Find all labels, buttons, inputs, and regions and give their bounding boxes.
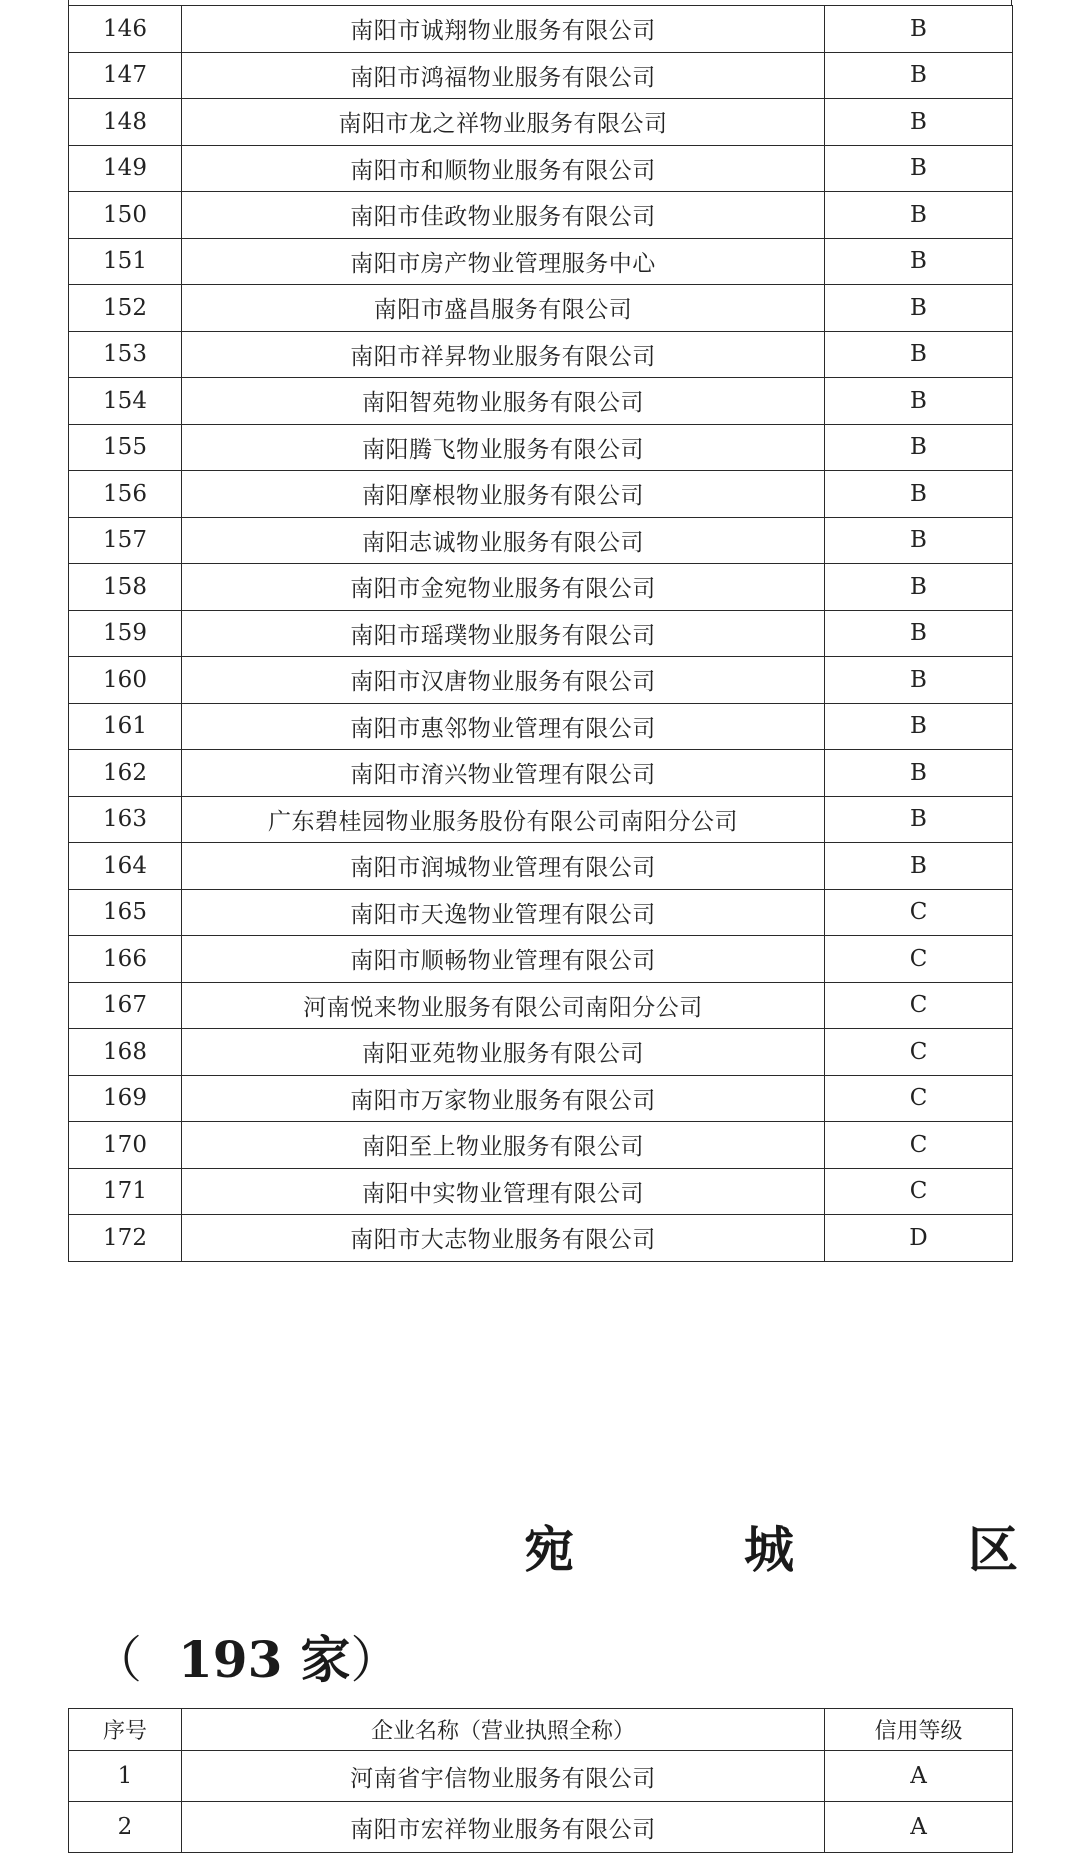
district-title xyxy=(518,1510,1018,1579)
row-number: 152 xyxy=(69,285,182,332)
table-row xyxy=(69,331,1013,378)
table-row xyxy=(69,517,1013,564)
row-number: 148 xyxy=(69,99,182,146)
table-row xyxy=(69,52,1013,99)
table-row xyxy=(69,564,1013,611)
company-name: 南阳市瑶璞物业服务有限公司 xyxy=(182,610,825,657)
company-name: 南阳市金宛物业服务有限公司 xyxy=(182,564,825,611)
table-row xyxy=(69,471,1013,518)
company-count xyxy=(92,1620,400,1692)
company-name: 南阳市鸿福物业服务有限公司 xyxy=(182,52,825,99)
company-name: 河南悦来物业服务有限公司南阳分公司 xyxy=(182,982,825,1029)
row-number: 156 xyxy=(69,471,182,518)
count-unit: 家 xyxy=(300,1631,351,1689)
credit-grade: B xyxy=(825,424,1013,471)
credit-grade: B xyxy=(825,192,1013,239)
credit-grade: B xyxy=(825,145,1013,192)
credit-grade: B xyxy=(825,378,1013,425)
table-row xyxy=(69,703,1013,750)
table-row xyxy=(69,843,1013,890)
row-number: 163 xyxy=(69,796,182,843)
credit-grade: B xyxy=(825,99,1013,146)
row-number: 168 xyxy=(69,1029,182,1076)
credit-grade: B xyxy=(825,610,1013,657)
row-number: 159 xyxy=(69,610,182,657)
credit-grade: B xyxy=(825,750,1013,797)
company-name: 南阳市诚翔物业服务有限公司 xyxy=(182,6,825,53)
credit-table-continued xyxy=(68,5,1013,1262)
credit-grade: C xyxy=(825,936,1013,983)
table-row xyxy=(69,982,1013,1029)
table-header-row xyxy=(69,1709,1013,1751)
table-row xyxy=(69,936,1013,983)
row-number: 170 xyxy=(69,1122,182,1169)
row-number: 161 xyxy=(69,703,182,750)
credit-grade: B xyxy=(825,564,1013,611)
company-name: 南阳摩根物业服务有限公司 xyxy=(182,471,825,518)
row-number: 167 xyxy=(69,982,182,1029)
company-name: 南阳市和顺物业服务有限公司 xyxy=(182,145,825,192)
credit-grade: B xyxy=(825,471,1013,518)
district-title-char: 城 xyxy=(744,1521,794,1579)
header-credit-grade: 信用等级 xyxy=(825,1709,1013,1751)
row-number: 171 xyxy=(69,1168,182,1215)
credit-grade: B xyxy=(825,331,1013,378)
row-number: 146 xyxy=(69,6,182,53)
company-name: 河南省宇信物业服务有限公司 xyxy=(182,1751,825,1802)
table-row xyxy=(69,1029,1013,1076)
count-number: 193 xyxy=(178,1630,283,1689)
company-name: 南阳市汉唐物业服务有限公司 xyxy=(182,657,825,704)
credit-grade: C xyxy=(825,982,1013,1029)
company-name: 南阳市惠邻物业管理有限公司 xyxy=(182,703,825,750)
company-name: 南阳市万家物业服务有限公司 xyxy=(182,1075,825,1122)
district-title-char: 宛 xyxy=(524,1521,574,1579)
credit-grade: B xyxy=(825,238,1013,285)
company-name: 南阳市佳政物业服务有限公司 xyxy=(182,192,825,239)
credit-grade: B xyxy=(825,703,1013,750)
row-number: 158 xyxy=(69,564,182,611)
company-name: 广东碧桂园物业服务股份有限公司南阳分公司 xyxy=(182,796,825,843)
credit-grade: B xyxy=(825,657,1013,704)
company-name: 南阳市淯兴物业管理有限公司 xyxy=(182,750,825,797)
row-number: 2 xyxy=(69,1802,182,1853)
company-name: 南阳志诚物业服务有限公司 xyxy=(182,517,825,564)
count-paren-close: ） xyxy=(350,1631,401,1689)
table-row xyxy=(69,1751,1013,1802)
row-number: 160 xyxy=(69,657,182,704)
credit-grade: B xyxy=(825,517,1013,564)
row-number: 155 xyxy=(69,424,182,471)
row-number: 151 xyxy=(69,238,182,285)
table-row xyxy=(69,796,1013,843)
credit-grade: D xyxy=(825,1215,1013,1262)
company-name: 南阳市宏祥物业服务有限公司 xyxy=(182,1802,825,1853)
wancheng-credit-table xyxy=(68,1708,1013,1853)
credit-grade: B xyxy=(825,843,1013,890)
row-number: 1 xyxy=(69,1751,182,1802)
credit-grade: C xyxy=(825,1168,1013,1215)
table-row xyxy=(69,285,1013,332)
table-row xyxy=(69,99,1013,146)
row-number: 165 xyxy=(69,889,182,936)
row-number: 150 xyxy=(69,192,182,239)
credit-table-body xyxy=(69,6,1013,1262)
row-number: 164 xyxy=(69,843,182,890)
table-row xyxy=(69,6,1013,53)
credit-grade: A xyxy=(825,1802,1013,1853)
row-number: 172 xyxy=(69,1215,182,1262)
table-row xyxy=(69,424,1013,471)
row-number: 166 xyxy=(69,936,182,983)
credit-grade: C xyxy=(825,889,1013,936)
credit-grade: B xyxy=(825,796,1013,843)
credit-grade: B xyxy=(825,52,1013,99)
company-name: 南阳中实物业管理有限公司 xyxy=(182,1168,825,1215)
credit-grade: C xyxy=(825,1075,1013,1122)
table-row xyxy=(69,1168,1013,1215)
row-number: 147 xyxy=(69,52,182,99)
company-name: 南阳市龙之祥物业服务有限公司 xyxy=(182,99,825,146)
company-name: 南阳市天逸物业管理有限公司 xyxy=(182,889,825,936)
company-name: 南阳市润城物业管理有限公司 xyxy=(182,843,825,890)
table-row xyxy=(69,657,1013,704)
header-serial-number: 序号 xyxy=(69,1709,182,1751)
company-name: 南阳市大志物业服务有限公司 xyxy=(182,1215,825,1262)
company-name: 南阳市顺畅物业管理有限公司 xyxy=(182,936,825,983)
table-row xyxy=(69,378,1013,425)
company-name: 南阳亚苑物业服务有限公司 xyxy=(182,1029,825,1076)
row-number: 149 xyxy=(69,145,182,192)
company-name: 南阳市盛昌服务有限公司 xyxy=(182,285,825,332)
table-row xyxy=(69,1075,1013,1122)
credit-grade: A xyxy=(825,1751,1013,1802)
row-number: 169 xyxy=(69,1075,182,1122)
credit-grade: C xyxy=(825,1122,1013,1169)
row-number: 154 xyxy=(69,378,182,425)
row-number: 153 xyxy=(69,331,182,378)
table-row xyxy=(69,750,1013,797)
table-row xyxy=(69,1215,1013,1262)
company-name: 南阳市祥昇物业服务有限公司 xyxy=(182,331,825,378)
company-name: 南阳至上物业服务有限公司 xyxy=(182,1122,825,1169)
company-name: 南阳智苑物业服务有限公司 xyxy=(182,378,825,425)
table-row xyxy=(69,889,1013,936)
table-row xyxy=(69,145,1013,192)
credit-grade: B xyxy=(825,285,1013,332)
district-title-char: 区 xyxy=(968,1521,1018,1579)
credit-grade: B xyxy=(825,6,1013,53)
company-name: 南阳腾飞物业服务有限公司 xyxy=(182,424,825,471)
table-row xyxy=(69,1122,1013,1169)
credit-grade: C xyxy=(825,1029,1013,1076)
header-company-name: 企业名称（营业执照全称） xyxy=(182,1709,825,1751)
table-row xyxy=(69,238,1013,285)
table-row xyxy=(69,192,1013,239)
count-paren-open: （ xyxy=(92,1631,142,1689)
table-row xyxy=(69,610,1013,657)
table-row xyxy=(69,1802,1013,1853)
company-name: 南阳市房产物业管理服务中心 xyxy=(182,238,825,285)
row-number: 162 xyxy=(69,750,182,797)
row-number: 157 xyxy=(69,517,182,564)
